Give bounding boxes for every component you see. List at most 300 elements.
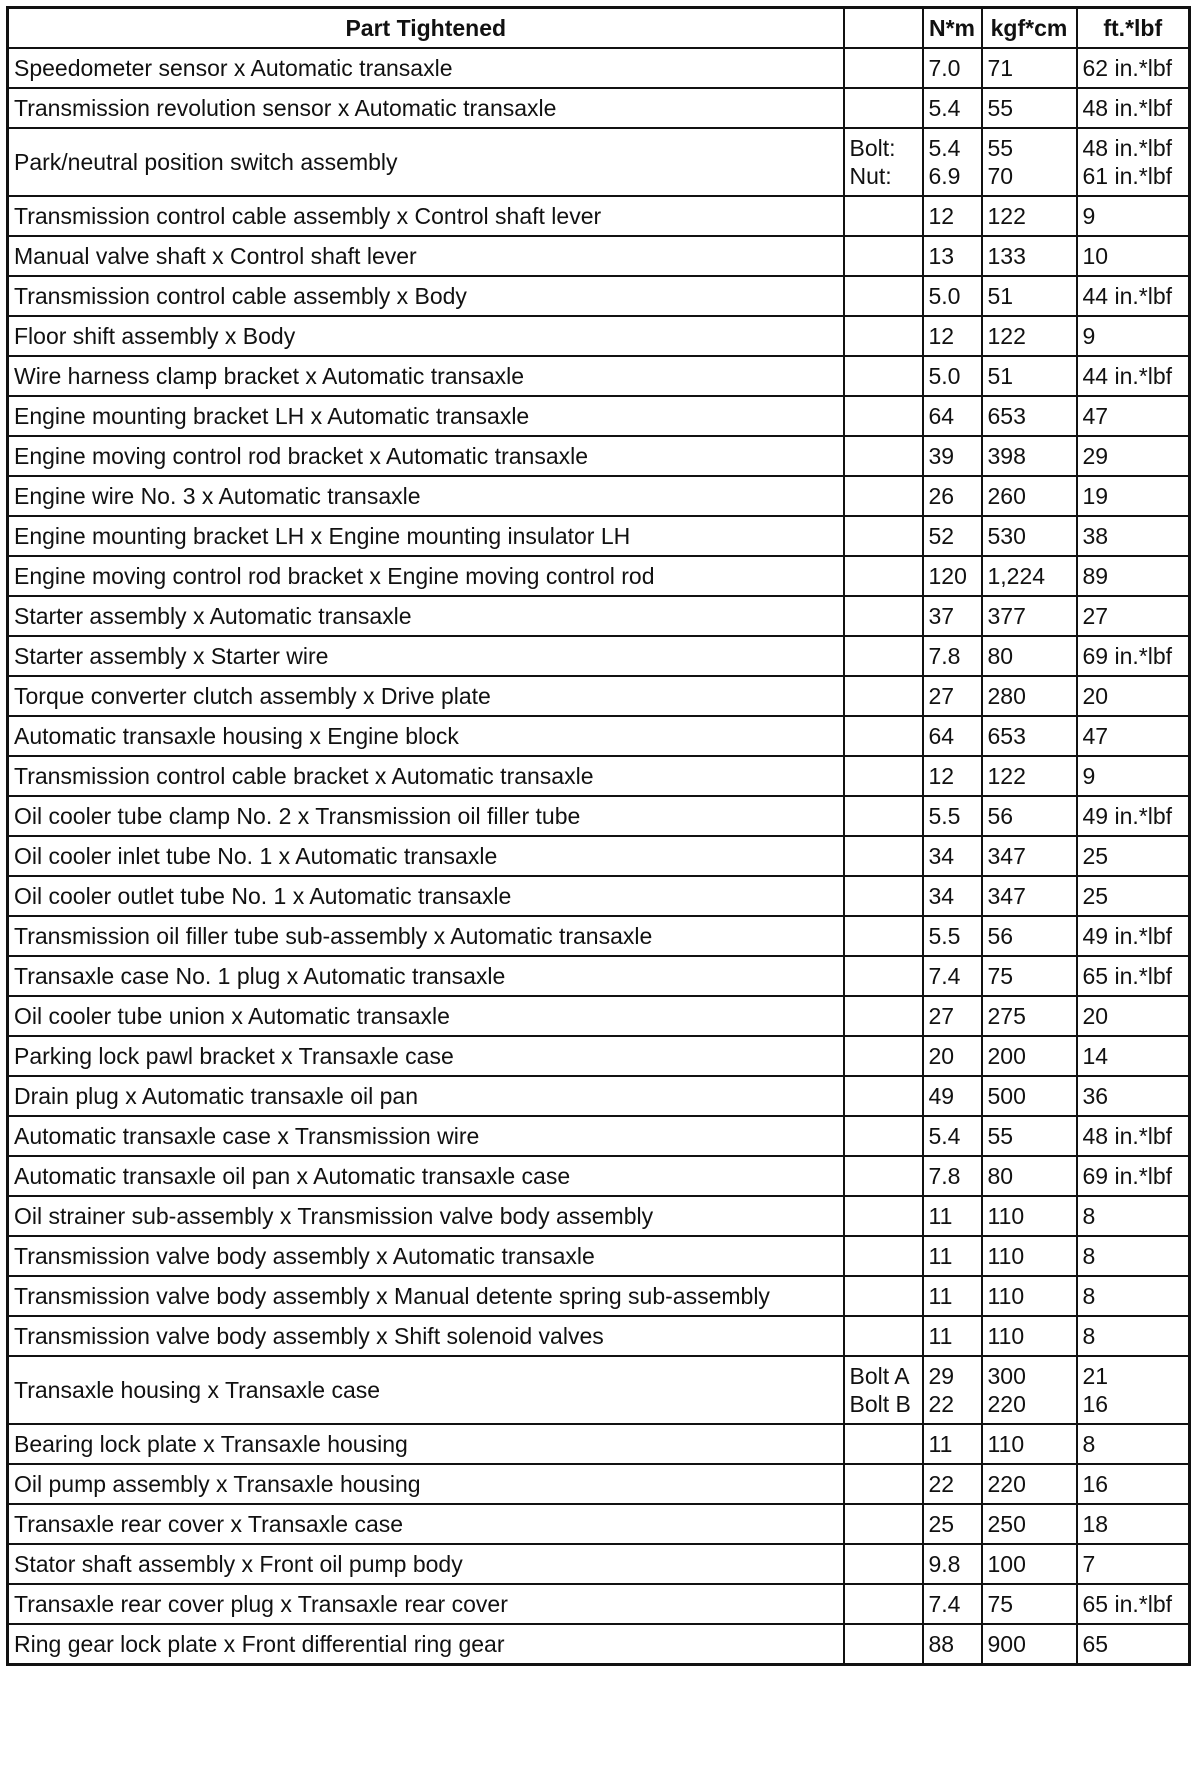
- cell-part-tightened: Torque converter clutch assembly x Drive plate: [8, 676, 844, 716]
- cell-ftlbf: [1077, 1196, 1190, 1236]
- cell-sub-spec: [844, 196, 923, 236]
- cell-nm: [923, 1624, 982, 1665]
- header-nm: N*m: [923, 8, 982, 49]
- cell-kgfcm: [982, 676, 1077, 716]
- cell-nm-value: 5.4: [928, 95, 961, 121]
- cell-ftlbf: [1077, 1356, 1190, 1424]
- cell-kgfcm-value: 80: [987, 1163, 1014, 1189]
- cell-ftlbf: [1077, 476, 1190, 516]
- table-row: [8, 276, 1190, 316]
- cell-sub-spec-value: Bolt B: [849, 1391, 911, 1417]
- cell-nm-value: 7.8: [928, 643, 961, 669]
- cell-sub-spec: [844, 676, 923, 716]
- cell-ftlbf: [1077, 956, 1190, 996]
- cell-nm-value: 5.5: [928, 923, 961, 949]
- cell-ftlbf-value: 48 in.*lbf: [1082, 135, 1173, 161]
- cell-kgfcm-value: 110: [987, 1283, 1025, 1309]
- cell-kgfcm: [982, 796, 1077, 836]
- table-row: [8, 796, 1190, 836]
- table-row: [8, 556, 1190, 596]
- cell-sub-spec: [844, 1544, 923, 1584]
- cell-nm-value: 7.4: [928, 963, 961, 989]
- cell-part-tightened: Automatic transaxle oil pan x Automatic transaxle case: [8, 1156, 844, 1196]
- cell-kgfcm-value: 200: [987, 1043, 1026, 1069]
- cell-ftlbf-value: 62 in.*lbf: [1082, 55, 1173, 81]
- cell-ftlbf-value: 9: [1082, 323, 1096, 349]
- table-row: [8, 716, 1190, 756]
- cell-nm: [923, 88, 982, 128]
- cell-ftlbf: [1077, 516, 1190, 556]
- cell-sub-spec: [844, 436, 923, 476]
- cell-kgfcm: [982, 1356, 1077, 1424]
- cell-part-tightened: Transmission control cable assembly x Control shaft lever: [8, 196, 844, 236]
- cell-nm-value: 7.0: [928, 55, 961, 81]
- cell-part-tightened: Oil cooler outlet tube No. 1 x Automatic transaxle: [8, 876, 844, 916]
- cell-nm: [923, 556, 982, 596]
- cell-ftlbf: [1077, 1584, 1190, 1624]
- cell-nm: [923, 316, 982, 356]
- cell-kgfcm: [982, 88, 1077, 128]
- cell-part-tightened: Engine wire No. 3 x Automatic transaxle: [8, 476, 844, 516]
- table-row: [8, 1424, 1190, 1464]
- table-row: [8, 196, 1190, 236]
- cell-sub-spec: [844, 876, 923, 916]
- cell-ftlbf-value: 49 in.*lbf: [1082, 803, 1173, 829]
- cell-kgfcm: [982, 1076, 1077, 1116]
- cell-part-tightened: Starter assembly x Starter wire: [8, 636, 844, 676]
- table-row: [8, 1276, 1190, 1316]
- cell-ftlbf: [1077, 396, 1190, 436]
- cell-nm-value: 49: [928, 1083, 955, 1109]
- cell-ftlbf: [1077, 1316, 1190, 1356]
- cell-part-tightened: Engine mounting bracket LH x Engine mounting insulator LH: [8, 516, 844, 556]
- cell-kgfcm-value: 55: [987, 1123, 1014, 1149]
- cell-nm: [923, 128, 982, 196]
- cell-sub-spec: [844, 1076, 923, 1116]
- cell-kgfcm: [982, 716, 1077, 756]
- cell-ftlbf-value: 27: [1082, 603, 1109, 629]
- cell-sub-spec-value: Bolt A: [849, 1363, 910, 1389]
- cell-nm-value: 39: [928, 443, 955, 469]
- table-row: [8, 1584, 1190, 1624]
- cell-nm-value: 11: [928, 1431, 953, 1457]
- cell-kgfcm-value: 1,224: [987, 563, 1046, 589]
- cell-nm-value: 20: [928, 1043, 955, 1069]
- cell-nm: [923, 796, 982, 836]
- cell-sub-spec: [844, 1276, 923, 1316]
- cell-part-tightened: Oil pump assembly x Transaxle housing: [8, 1464, 844, 1504]
- cell-ftlbf-value: 29: [1082, 443, 1109, 469]
- cell-kgfcm-value: 71: [987, 55, 1014, 81]
- cell-kgfcm-value: 56: [987, 923, 1014, 949]
- cell-part-tightened: Transaxle rear cover x Transaxle case: [8, 1504, 844, 1544]
- cell-part-tightened: Automatic transaxle case x Transmission wire: [8, 1116, 844, 1156]
- cell-nm-value: 11: [928, 1243, 953, 1269]
- cell-kgfcm: [982, 1624, 1077, 1665]
- cell-ftlbf-value: 8: [1082, 1203, 1096, 1229]
- cell-nm-value: 13: [928, 243, 955, 269]
- cell-nm: [923, 1464, 982, 1504]
- cell-ftlbf-value: 16: [1082, 1471, 1109, 1497]
- table-header: [8, 8, 1190, 49]
- cell-part-tightened: Wire harness clamp bracket x Automatic transaxle: [8, 356, 844, 396]
- cell-kgfcm: [982, 996, 1077, 1036]
- cell-ftlbf: [1077, 128, 1190, 196]
- cell-sub-spec: [844, 596, 923, 636]
- cell-kgfcm-value: 398: [987, 443, 1026, 469]
- cell-sub-spec: [844, 316, 923, 356]
- table-row: [8, 596, 1190, 636]
- cell-sub-spec: [844, 1036, 923, 1076]
- cell-ftlbf: [1077, 636, 1190, 676]
- cell-ftlbf: [1077, 1424, 1190, 1464]
- torque-spec-table: [6, 6, 1191, 1666]
- cell-nm: [923, 716, 982, 756]
- cell-ftlbf: [1077, 48, 1190, 88]
- cell-ftlbf: [1077, 1036, 1190, 1076]
- table-row: [8, 876, 1190, 916]
- cell-nm-value: 22: [928, 1391, 955, 1417]
- cell-kgfcm: [982, 916, 1077, 956]
- cell-nm: [923, 516, 982, 556]
- cell-sub-spec: [844, 636, 923, 676]
- cell-sub-spec: [844, 1156, 923, 1196]
- cell-part-tightened: Transmission valve body assembly x Shift solenoid valves: [8, 1316, 844, 1356]
- cell-kgfcm: [982, 1424, 1077, 1464]
- cell-nm: [923, 436, 982, 476]
- cell-nm-value: 34: [928, 843, 955, 869]
- header-ftlbf: ft.*lbf: [1077, 8, 1190, 49]
- cell-ftlbf: [1077, 1544, 1190, 1584]
- cell-nm-value: 11: [928, 1203, 953, 1229]
- cell-nm-value: 5.0: [928, 283, 961, 309]
- table-row: [8, 356, 1190, 396]
- cell-sub-spec: [844, 916, 923, 956]
- cell-ftlbf: [1077, 556, 1190, 596]
- cell-kgfcm: [982, 1236, 1077, 1276]
- cell-nm-value: 37: [928, 603, 955, 629]
- table-row: [8, 1316, 1190, 1356]
- cell-sub-spec: [844, 836, 923, 876]
- cell-ftlbf-value: 10: [1082, 243, 1109, 269]
- cell-kgfcm-value: 220: [987, 1391, 1026, 1417]
- table-row: [8, 996, 1190, 1036]
- cell-nm-value: 5.5: [928, 803, 961, 829]
- cell-sub-spec: [844, 556, 923, 596]
- header-kgfcm: kgf*cm: [982, 8, 1077, 49]
- cell-ftlbf-value: 20: [1082, 1003, 1109, 1029]
- cell-kgfcm: [982, 316, 1077, 356]
- cell-ftlbf-value: 25: [1082, 883, 1109, 909]
- cell-kgfcm: [982, 128, 1077, 196]
- cell-ftlbf-value: 25: [1082, 843, 1109, 869]
- cell-kgfcm: [982, 1584, 1077, 1624]
- cell-part-tightened: Manual valve shaft x Control shaft lever: [8, 236, 844, 276]
- table-row: [8, 1076, 1190, 1116]
- cell-nm-value: 22: [928, 1471, 955, 1497]
- cell-kgfcm-value: 122: [987, 323, 1026, 349]
- header-row: [8, 8, 1190, 49]
- cell-ftlbf-value: 18: [1082, 1511, 1109, 1537]
- cell-nm-value: 88: [928, 1631, 955, 1657]
- cell-ftlbf-value: 47: [1082, 403, 1109, 429]
- cell-nm-value: 27: [928, 683, 955, 709]
- cell-sub-spec: [844, 996, 923, 1036]
- cell-part-tightened: Transmission revolution sensor x Automatic transaxle: [8, 88, 844, 128]
- cell-kgfcm-value: 110: [987, 1203, 1025, 1229]
- table-row: [8, 48, 1190, 88]
- cell-ftlbf-value: 7: [1082, 1551, 1096, 1577]
- cell-kgfcm-value: 75: [987, 1591, 1014, 1617]
- cell-sub-spec: [844, 1624, 923, 1665]
- cell-kgfcm-value: 377: [987, 603, 1026, 629]
- cell-part-tightened: Transmission valve body assembly x Manual detente spring sub-assembly: [8, 1276, 844, 1316]
- cell-nm-value: 29: [928, 1363, 955, 1389]
- cell-kgfcm: [982, 1544, 1077, 1584]
- cell-part-tightened: Transaxle housing x Transaxle case: [8, 1356, 844, 1424]
- table-row: [8, 1504, 1190, 1544]
- cell-kgfcm: [982, 1196, 1077, 1236]
- cell-nm: [923, 956, 982, 996]
- cell-kgfcm: [982, 636, 1077, 676]
- cell-nm-value: 52: [928, 523, 955, 549]
- cell-sub-spec: [844, 1504, 923, 1544]
- cell-ftlbf-value: 8: [1082, 1283, 1096, 1309]
- cell-kgfcm-value: 275: [987, 1003, 1026, 1029]
- cell-kgfcm-value: 347: [987, 883, 1026, 909]
- cell-kgfcm: [982, 876, 1077, 916]
- cell-kgfcm-value: 55: [987, 135, 1014, 161]
- cell-kgfcm-value: 51: [987, 363, 1014, 389]
- cell-kgfcm: [982, 1156, 1077, 1196]
- cell-ftlbf-value: 9: [1082, 763, 1096, 789]
- cell-ftlbf: [1077, 876, 1190, 916]
- cell-kgfcm: [982, 1276, 1077, 1316]
- cell-ftlbf-value: 14: [1082, 1043, 1109, 1069]
- cell-nm-value: 120: [928, 563, 967, 589]
- cell-kgfcm-value: 653: [987, 403, 1026, 429]
- cell-part-tightened: Floor shift assembly x Body: [8, 316, 844, 356]
- cell-sub-spec: [844, 756, 923, 796]
- cell-nm: [923, 1076, 982, 1116]
- cell-kgfcm-value: 133: [987, 243, 1026, 269]
- table-row: [8, 476, 1190, 516]
- cell-kgfcm: [982, 476, 1077, 516]
- cell-nm-value: 12: [928, 323, 955, 349]
- cell-ftlbf: [1077, 596, 1190, 636]
- cell-ftlbf-value: 20: [1082, 683, 1109, 709]
- cell-ftlbf: [1077, 436, 1190, 476]
- cell-kgfcm-value: 80: [987, 643, 1014, 669]
- cell-nm: [923, 236, 982, 276]
- cell-ftlbf: [1077, 276, 1190, 316]
- cell-nm: [923, 396, 982, 436]
- cell-kgfcm-value: 122: [987, 203, 1026, 229]
- table-row: [8, 1196, 1190, 1236]
- cell-nm: [923, 1424, 982, 1464]
- cell-nm: [923, 596, 982, 636]
- cell-kgfcm: [982, 1464, 1077, 1504]
- cell-ftlbf-value: 19: [1082, 483, 1109, 509]
- cell-nm-value: 11: [928, 1283, 953, 1309]
- cell-ftlbf-value: 48 in.*lbf: [1082, 95, 1173, 121]
- cell-kgfcm: [982, 1116, 1077, 1156]
- table-row: [8, 128, 1190, 196]
- cell-ftlbf: [1077, 1624, 1190, 1665]
- cell-sub-spec: [844, 716, 923, 756]
- cell-kgfcm: [982, 596, 1077, 636]
- cell-kgfcm-value: 110: [987, 1243, 1025, 1269]
- cell-part-tightened: Bearing lock plate x Transaxle housing: [8, 1424, 844, 1464]
- table-row: [8, 1036, 1190, 1076]
- cell-ftlbf: [1077, 996, 1190, 1036]
- cell-nm-value: 11: [928, 1323, 953, 1349]
- cell-kgfcm: [982, 956, 1077, 996]
- cell-part-tightened: Transmission control cable bracket x Automatic transaxle: [8, 756, 844, 796]
- cell-ftlbf: [1077, 1076, 1190, 1116]
- cell-sub-spec: [844, 1196, 923, 1236]
- cell-kgfcm-value: 70: [987, 163, 1014, 189]
- cell-ftlbf: [1077, 836, 1190, 876]
- cell-nm-value: 64: [928, 403, 955, 429]
- table-row: [8, 636, 1190, 676]
- table-row: [8, 956, 1190, 996]
- cell-part-tightened: Oil cooler inlet tube No. 1 x Automatic transaxle: [8, 836, 844, 876]
- cell-sub-spec: [844, 1424, 923, 1464]
- cell-ftlbf: [1077, 1236, 1190, 1276]
- cell-part-tightened: Drain plug x Automatic transaxle oil pan: [8, 1076, 844, 1116]
- cell-nm: [923, 996, 982, 1036]
- cell-kgfcm-value: 75: [987, 963, 1014, 989]
- table-row: [8, 1156, 1190, 1196]
- table-row: [8, 836, 1190, 876]
- cell-nm: [923, 1196, 982, 1236]
- cell-kgfcm: [982, 1036, 1077, 1076]
- cell-part-tightened: Transmission oil filler tube sub-assembly x Automatic transaxle: [8, 916, 844, 956]
- cell-sub-spec: [844, 88, 923, 128]
- cell-sub-spec: [844, 476, 923, 516]
- cell-nm: [923, 1036, 982, 1076]
- cell-nm: [923, 1544, 982, 1584]
- cell-part-tightened: Oil strainer sub-assembly x Transmission valve body assembly: [8, 1196, 844, 1236]
- cell-part-tightened: Transmission valve body assembly x Automatic transaxle: [8, 1236, 844, 1276]
- cell-nm-value: 5.4: [928, 135, 961, 161]
- table-row: [8, 1464, 1190, 1504]
- table-body: [8, 48, 1190, 1665]
- cell-kgfcm-value: 260: [987, 483, 1026, 509]
- table-row: [8, 1236, 1190, 1276]
- cell-nm-value: 34: [928, 883, 955, 909]
- cell-nm: [923, 1356, 982, 1424]
- cell-ftlbf: [1077, 316, 1190, 356]
- cell-kgfcm: [982, 356, 1077, 396]
- cell-nm: [923, 356, 982, 396]
- cell-kgfcm: [982, 196, 1077, 236]
- cell-part-tightened: Engine moving control rod bracket x Automatic transaxle: [8, 436, 844, 476]
- cell-ftlbf-value: 49 in.*lbf: [1082, 923, 1173, 949]
- cell-kgfcm: [982, 396, 1077, 436]
- cell-kgfcm-value: 300: [987, 1363, 1026, 1389]
- cell-kgfcm-value: 653: [987, 723, 1026, 749]
- cell-part-tightened: Parking lock pawl bracket x Transaxle case: [8, 1036, 844, 1076]
- cell-sub-spec: [844, 236, 923, 276]
- cell-ftlbf-value: 61 in.*lbf: [1082, 163, 1173, 189]
- cell-ftlbf: [1077, 1116, 1190, 1156]
- cell-kgfcm-value: 51: [987, 283, 1014, 309]
- table-row: [8, 396, 1190, 436]
- cell-sub-spec: [844, 1584, 923, 1624]
- cell-nm: [923, 636, 982, 676]
- cell-sub-spec: [844, 1464, 923, 1504]
- cell-nm: [923, 1236, 982, 1276]
- cell-kgfcm-value: 530: [987, 523, 1026, 549]
- cell-kgfcm-value: 250: [987, 1511, 1026, 1537]
- cell-part-tightened: Stator shaft assembly x Front oil pump body: [8, 1544, 844, 1584]
- cell-part-tightened: Ring gear lock plate x Front differential ring gear: [8, 1624, 844, 1665]
- cell-ftlbf-value: 65 in.*lbf: [1082, 1591, 1173, 1617]
- cell-sub-spec: [844, 128, 923, 196]
- cell-ftlbf: [1077, 716, 1190, 756]
- cell-sub-spec: [844, 796, 923, 836]
- table-row: [8, 516, 1190, 556]
- cell-part-tightened: Engine moving control rod bracket x Engine moving control rod: [8, 556, 844, 596]
- cell-ftlbf-value: 16: [1082, 1391, 1109, 1417]
- cell-nm-value: 64: [928, 723, 955, 749]
- cell-kgfcm-value: 110: [987, 1323, 1025, 1349]
- cell-sub-spec: [844, 396, 923, 436]
- table-row: [8, 316, 1190, 356]
- cell-ftlbf: [1077, 356, 1190, 396]
- cell-nm-value: 12: [928, 203, 955, 229]
- cell-ftlbf-value: 36: [1082, 1083, 1109, 1109]
- header-part-tightened: Part Tightened: [8, 8, 844, 49]
- cell-kgfcm: [982, 48, 1077, 88]
- cell-nm-value: 7.4: [928, 1591, 961, 1617]
- cell-sub-spec: [844, 1356, 923, 1424]
- cell-kgfcm-value: 900: [987, 1631, 1026, 1657]
- cell-nm: [923, 876, 982, 916]
- cell-ftlbf-value: 8: [1082, 1243, 1096, 1269]
- cell-nm: [923, 676, 982, 716]
- cell-kgfcm-value: 347: [987, 843, 1026, 869]
- cell-nm-value: 12: [928, 763, 955, 789]
- cell-sub-spec: [844, 1116, 923, 1156]
- cell-nm: [923, 1116, 982, 1156]
- cell-nm: [923, 196, 982, 236]
- cell-nm-value: 5.4: [928, 1123, 961, 1149]
- cell-ftlbf: [1077, 236, 1190, 276]
- cell-ftlbf-value: 89: [1082, 563, 1109, 589]
- cell-kgfcm: [982, 556, 1077, 596]
- cell-sub-spec: [844, 356, 923, 396]
- cell-ftlbf-value: 47: [1082, 723, 1109, 749]
- cell-sub-spec: [844, 276, 923, 316]
- cell-ftlbf-value: 9: [1082, 203, 1096, 229]
- cell-part-tightened: Transaxle rear cover plug x Transaxle rear cover: [8, 1584, 844, 1624]
- cell-nm-value: 25: [928, 1511, 955, 1537]
- header-sub-spec: [844, 8, 923, 49]
- cell-kgfcm: [982, 276, 1077, 316]
- table-row: [8, 756, 1190, 796]
- cell-nm-value: 26: [928, 483, 955, 509]
- cell-nm-value: 5.0: [928, 363, 961, 389]
- cell-ftlbf-value: 44 in.*lbf: [1082, 363, 1173, 389]
- cell-nm: [923, 48, 982, 88]
- cell-nm-value: 6.9: [928, 163, 961, 189]
- cell-kgfcm-value: 55: [987, 95, 1014, 121]
- cell-nm: [923, 1156, 982, 1196]
- table-row: [8, 436, 1190, 476]
